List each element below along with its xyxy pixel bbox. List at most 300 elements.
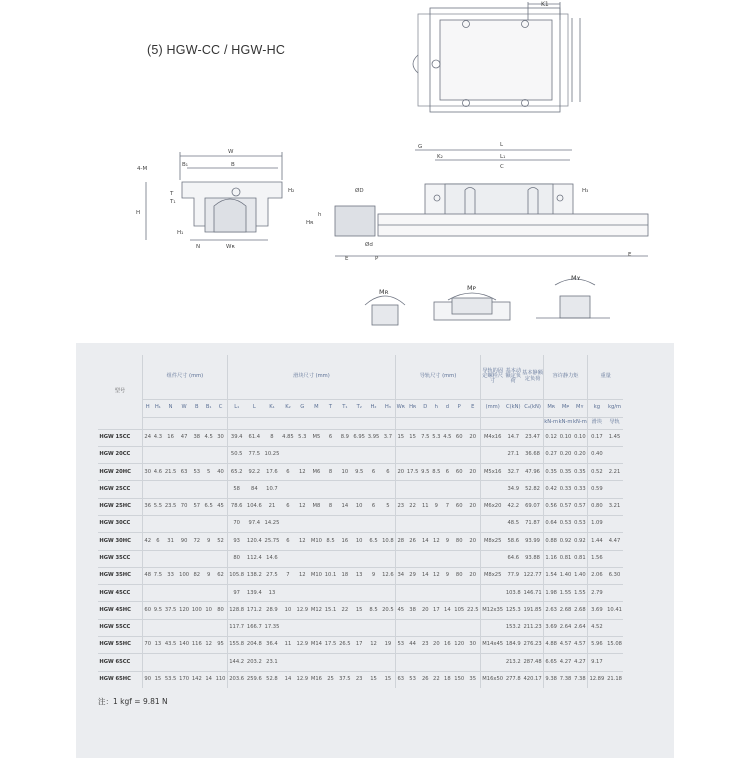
value-cell: 15 — [352, 602, 366, 619]
label-4m: 4-M — [137, 166, 148, 172]
value-cell — [466, 585, 481, 602]
value-cell: 0.64 — [544, 515, 559, 532]
model-cell: HGW 55HC — [98, 637, 143, 654]
value-cell: 6.5 — [366, 533, 380, 550]
value-cell: 70 — [143, 637, 153, 654]
value-cell: 0.56 — [544, 498, 559, 515]
value-cell: 4.57 — [573, 637, 588, 654]
value-cell — [396, 654, 406, 671]
value-cell: 45 — [214, 498, 227, 515]
value-cell: M4x16 — [480, 429, 504, 446]
value-cell: 0.35 — [544, 464, 559, 481]
group-static: 基本静额定负荷 — [522, 370, 543, 382]
value-cell — [323, 550, 337, 567]
value-cell: 5 — [203, 464, 214, 481]
value-cell — [480, 481, 504, 498]
value-cell: 146.71 — [522, 585, 543, 602]
value-cell: 4.52 — [588, 619, 606, 636]
unit-cell — [295, 417, 309, 429]
label-b: B — [231, 162, 235, 168]
value-cell — [420, 515, 431, 532]
value-cell: 37.5 — [163, 602, 177, 619]
value-cell: 90 — [178, 533, 191, 550]
value-cell: 20 — [466, 533, 481, 550]
value-cell: 0.81 — [558, 550, 572, 567]
value-cell: 4.27 — [558, 654, 572, 671]
value-cell — [338, 585, 352, 602]
value-cell: 77.9 — [504, 567, 522, 584]
label-mp: Mᴘ — [467, 284, 477, 292]
value-cell: 0.33 — [558, 481, 572, 498]
value-cell: 15 — [405, 429, 419, 446]
table-row — [98, 671, 623, 688]
label-b1: B₁ — [182, 162, 188, 168]
value-cell: 105.8 — [227, 567, 245, 584]
value-cell: 7.5 — [152, 567, 163, 584]
value-cell: 31 — [163, 533, 177, 550]
col-header: Hʀ — [405, 399, 419, 417]
value-cell — [309, 619, 323, 636]
value-cell: 420.17 — [522, 671, 543, 688]
value-cell: 52 — [214, 533, 227, 550]
col-header: G — [295, 399, 309, 417]
value-cell: 20 — [396, 464, 406, 481]
value-cell: 4.3 — [152, 429, 163, 446]
value-cell: 7 — [442, 498, 453, 515]
value-cell: 1.45 — [606, 429, 624, 446]
value-cell — [420, 481, 431, 498]
value-cell: 120 — [178, 602, 191, 619]
value-cell: 2.21 — [606, 464, 624, 481]
value-cell — [466, 619, 481, 636]
value-cell: 6 — [281, 533, 295, 550]
value-cell: M10 — [309, 567, 323, 584]
value-cell: M12x35 — [480, 602, 504, 619]
value-cell — [295, 619, 309, 636]
value-cell: 12 — [295, 533, 309, 550]
value-cell: 39.4 — [227, 429, 245, 446]
value-cell: M14x45 — [480, 637, 504, 654]
value-cell: 72 — [190, 533, 203, 550]
value-cell — [143, 585, 153, 602]
value-cell: 14 — [338, 498, 352, 515]
value-cell: 47 — [178, 429, 191, 446]
value-cell — [143, 619, 153, 636]
label-h-small: h — [318, 212, 322, 218]
value-cell: M16x50 — [480, 671, 504, 688]
value-cell: 0.12 — [544, 429, 559, 446]
value-cell — [152, 446, 163, 463]
value-cell — [143, 515, 153, 532]
value-cell: 204.8 — [246, 637, 264, 654]
value-cell — [203, 619, 214, 636]
col-header: T₁ — [338, 399, 352, 417]
value-cell — [281, 446, 295, 463]
value-cell: 20 — [466, 429, 481, 446]
value-cell — [480, 585, 504, 602]
col-header: L₁ — [227, 399, 245, 417]
value-cell: 6 — [442, 464, 453, 481]
value-cell: 12 — [295, 464, 309, 481]
value-cell: 0.92 — [573, 533, 588, 550]
value-cell: 48 — [143, 567, 153, 584]
value-cell: 22.5 — [466, 602, 481, 619]
value-cell — [323, 446, 337, 463]
label-d-small: Ød — [365, 242, 373, 248]
value-cell: 80 — [227, 550, 245, 567]
value-cell — [431, 446, 442, 463]
unit-cell — [466, 417, 481, 429]
model-cell: HGW 45HC — [98, 602, 143, 619]
value-cell: 42.2 — [504, 498, 522, 515]
value-cell: 8.5 — [431, 464, 442, 481]
value-cell: 2.64 — [558, 619, 572, 636]
value-cell: 0.10 — [573, 429, 588, 446]
value-cell — [143, 446, 153, 463]
value-cell — [178, 550, 191, 567]
col-header: d — [442, 399, 453, 417]
table-row — [98, 619, 623, 636]
value-cell: 1.44 — [588, 533, 606, 550]
value-cell: 80 — [453, 567, 466, 584]
label-k1: K1 — [541, 1, 549, 8]
value-cell: 30 — [143, 464, 153, 481]
value-cell — [480, 550, 504, 567]
label-n: N — [196, 244, 201, 250]
value-cell: 37.5 — [338, 671, 352, 688]
label-l: L — [500, 142, 504, 148]
table-row — [98, 654, 623, 671]
label-l1: L₁ — [500, 154, 506, 160]
value-cell: 0.59 — [588, 481, 606, 498]
table-row — [98, 533, 623, 550]
value-cell — [453, 515, 466, 532]
value-cell — [178, 515, 191, 532]
value-cell — [214, 550, 227, 567]
value-cell: 0.88 — [544, 533, 559, 550]
value-cell: 10 — [281, 602, 295, 619]
table-row — [98, 602, 623, 619]
value-cell: 15 — [381, 671, 396, 688]
value-cell: 9 — [431, 498, 442, 515]
value-cell — [453, 446, 466, 463]
value-cell — [143, 481, 153, 498]
col-header: C — [214, 399, 227, 417]
value-cell: M8x25 — [480, 567, 504, 584]
value-cell: 9.5 — [352, 464, 366, 481]
value-cell: 6.30 — [606, 567, 624, 584]
value-cell — [366, 515, 380, 532]
value-cell — [453, 619, 466, 636]
value-cell: 0.10 — [558, 429, 572, 446]
value-cell: 95 — [214, 637, 227, 654]
value-cell — [420, 585, 431, 602]
value-cell: 14 — [281, 671, 295, 688]
group-block: 滑块尺寸 (mm) — [227, 355, 395, 399]
value-cell — [295, 446, 309, 463]
label-h3: H₃ — [582, 188, 589, 194]
label-wr: Wʀ — [226, 244, 235, 250]
value-cell — [203, 585, 214, 602]
value-cell — [323, 619, 337, 636]
value-cell: 0.57 — [573, 498, 588, 515]
value-cell: 23 — [352, 671, 366, 688]
col-header: h — [431, 399, 442, 417]
model-cell: HGW 30CC — [98, 515, 143, 532]
value-cell — [163, 654, 177, 671]
value-cell: 28 — [396, 533, 406, 550]
value-cell: 9 — [442, 533, 453, 550]
value-cell: 53 — [396, 637, 406, 654]
value-cell: 112.4 — [246, 550, 264, 567]
value-cell: 184.9 — [504, 637, 522, 654]
value-cell: 3.69 — [544, 619, 559, 636]
value-cell — [281, 654, 295, 671]
col-model-header: 型号 — [114, 388, 126, 395]
value-cell: 12 — [431, 567, 442, 584]
technical-drawing — [0, 0, 750, 340]
value-cell — [352, 550, 366, 567]
model-cell: HGW 65HC — [98, 671, 143, 688]
value-cell — [366, 585, 380, 602]
value-cell — [431, 619, 442, 636]
value-cell: 0.53 — [573, 515, 588, 532]
unit-cell — [263, 417, 281, 429]
model-cell: HGW 35HC — [98, 567, 143, 584]
value-cell: 3.95 — [366, 429, 380, 446]
value-cell — [214, 585, 227, 602]
value-cell: M6 — [309, 464, 323, 481]
value-cell — [309, 654, 323, 671]
value-cell: 70 — [227, 515, 245, 532]
value-cell: 20 — [466, 464, 481, 481]
unit-cell — [178, 417, 191, 429]
value-cell: 23 — [420, 637, 431, 654]
value-cell: 22 — [338, 602, 352, 619]
value-cell: 14.6 — [263, 550, 281, 567]
value-cell: 4.27 — [573, 654, 588, 671]
value-cell — [295, 550, 309, 567]
value-cell: 26.5 — [338, 637, 352, 654]
value-cell — [606, 446, 624, 463]
value-cell: 6 — [323, 429, 337, 446]
value-cell — [480, 619, 504, 636]
value-cell — [396, 619, 406, 636]
value-cell: 1.98 — [544, 585, 559, 602]
value-cell: 34.9 — [504, 481, 522, 498]
value-cell: 52.82 — [522, 481, 543, 498]
col-header: D — [420, 399, 431, 417]
value-cell: M8x25 — [480, 533, 504, 550]
value-cell: 36 — [143, 498, 153, 515]
value-cell: 10.1 — [323, 567, 337, 584]
value-cell — [281, 515, 295, 532]
unit-cell — [352, 417, 366, 429]
value-cell: 65.2 — [227, 464, 245, 481]
value-cell: 9 — [366, 567, 380, 584]
value-cell — [352, 654, 366, 671]
unit-cell — [246, 417, 264, 429]
value-cell: 4.5 — [203, 429, 214, 446]
value-cell: 20 — [466, 498, 481, 515]
value-cell — [152, 550, 163, 567]
value-cell: 0.27 — [544, 446, 559, 463]
col-header: T — [323, 399, 337, 417]
unit-cell — [281, 417, 295, 429]
value-cell — [295, 481, 309, 498]
value-cell: 15 — [152, 671, 163, 688]
value-cell: 120 — [453, 637, 466, 654]
group-moment: 容许静力矩 — [544, 355, 588, 399]
value-cell: M16 — [309, 671, 323, 688]
value-cell: 0.52 — [588, 464, 606, 481]
value-cell — [163, 619, 177, 636]
value-cell: 12 — [431, 533, 442, 550]
value-cell: 4.88 — [544, 637, 559, 654]
value-cell: 13 — [263, 585, 281, 602]
value-cell: 62 — [214, 567, 227, 584]
value-cell — [405, 550, 419, 567]
value-cell: 28.9 — [263, 602, 281, 619]
value-cell — [442, 481, 453, 498]
value-cell — [381, 481, 396, 498]
value-cell: 0.53 — [558, 515, 572, 532]
table-row — [98, 498, 623, 515]
group-weight: 重量 — [588, 355, 624, 399]
value-cell: 58 — [227, 481, 245, 498]
col-header: W — [178, 399, 191, 417]
value-cell: 53 — [405, 671, 419, 688]
value-cell: 92.2 — [246, 464, 264, 481]
value-cell: 7.38 — [573, 671, 588, 688]
value-cell — [405, 446, 419, 463]
value-cell — [295, 515, 309, 532]
label-t: T — [170, 191, 174, 197]
spec-panel — [76, 343, 674, 758]
value-cell: 170 — [178, 671, 191, 688]
value-cell — [431, 481, 442, 498]
value-cell — [178, 585, 191, 602]
value-cell: 10 — [203, 602, 214, 619]
value-cell: 52.8 — [263, 671, 281, 688]
value-cell: 18 — [442, 671, 453, 688]
value-cell — [366, 446, 380, 463]
group-bolt: 导轨的固定螺栓尺寸 — [480, 355, 504, 399]
col-header: Mʀ — [544, 399, 559, 417]
value-cell: 259.6 — [246, 671, 264, 688]
value-cell — [281, 481, 295, 498]
value-cell — [606, 619, 624, 636]
label-od: ØD — [355, 188, 364, 194]
value-cell — [606, 585, 624, 602]
value-cell: 12 — [295, 567, 309, 584]
value-cell — [405, 515, 419, 532]
value-cell — [381, 550, 396, 567]
table-row — [98, 481, 623, 498]
value-cell: 213.2 — [504, 654, 522, 671]
value-cell: 12.89 — [588, 671, 606, 688]
value-cell — [178, 654, 191, 671]
moment-unit: kN-m — [544, 417, 559, 429]
value-cell — [466, 515, 481, 532]
value-cell: 38 — [405, 602, 419, 619]
value-cell — [338, 654, 352, 671]
value-cell — [309, 550, 323, 567]
value-cell: 0.40 — [588, 446, 606, 463]
value-cell — [366, 550, 380, 567]
value-cell: 30 — [214, 429, 227, 446]
value-cell: 0.20 — [573, 446, 588, 463]
value-cell — [214, 619, 227, 636]
value-cell: 77.5 — [246, 446, 264, 463]
value-cell: 6 — [281, 464, 295, 481]
value-cell: 27.5 — [263, 567, 281, 584]
value-cell — [453, 654, 466, 671]
value-cell: 63 — [178, 464, 191, 481]
value-cell: 30 — [466, 637, 481, 654]
table-row — [98, 446, 623, 463]
value-cell — [442, 619, 453, 636]
value-cell — [352, 481, 366, 498]
value-cell: 4.47 — [606, 533, 624, 550]
value-cell: 50.5 — [227, 446, 245, 463]
label-e-left: E — [345, 256, 349, 262]
table-row — [98, 550, 623, 567]
value-cell: 15 — [396, 429, 406, 446]
col-header: L — [246, 399, 264, 417]
value-cell: M8 — [309, 498, 323, 515]
value-cell: 42 — [143, 533, 153, 550]
value-cell: 17 — [352, 637, 366, 654]
value-cell — [338, 550, 352, 567]
value-cell — [178, 481, 191, 498]
value-cell: 8.5 — [323, 533, 337, 550]
value-cell — [396, 585, 406, 602]
col-header: P — [453, 399, 466, 417]
value-cell: 3.7 — [381, 429, 396, 446]
value-cell — [338, 619, 352, 636]
moment-unit: kN-m — [558, 417, 572, 429]
value-cell: 1.56 — [588, 550, 606, 567]
value-cell: 1.55 — [573, 585, 588, 602]
value-cell: M10 — [309, 533, 323, 550]
value-cell: 7.5 — [420, 429, 431, 446]
value-cell: 43.5 — [163, 637, 177, 654]
value-cell: 128.8 — [227, 602, 245, 619]
value-cell: 90 — [143, 671, 153, 688]
unit-cell — [522, 417, 543, 429]
value-cell: 140 — [178, 637, 191, 654]
value-cell: 14.25 — [263, 515, 281, 532]
label-t1: T₁ — [170, 199, 176, 205]
value-cell: 2.79 — [588, 585, 606, 602]
value-cell: 0.57 — [558, 498, 572, 515]
value-cell: 63 — [396, 671, 406, 688]
value-cell: 2.68 — [558, 602, 572, 619]
value-cell: 150 — [453, 671, 466, 688]
value-cell — [190, 619, 203, 636]
unit-note: 注：1 kgf = 9.81 N — [98, 697, 168, 706]
value-cell: 6 — [152, 533, 163, 550]
value-cell: 10.7 — [263, 481, 281, 498]
model-cell: HGW 30HC — [98, 533, 143, 550]
unit-cell — [453, 417, 466, 429]
value-cell: 10.41 — [606, 602, 624, 619]
value-cell: 12.6 — [381, 567, 396, 584]
value-cell — [480, 515, 504, 532]
value-cell: 20 — [420, 602, 431, 619]
value-cell: 276.23 — [522, 637, 543, 654]
